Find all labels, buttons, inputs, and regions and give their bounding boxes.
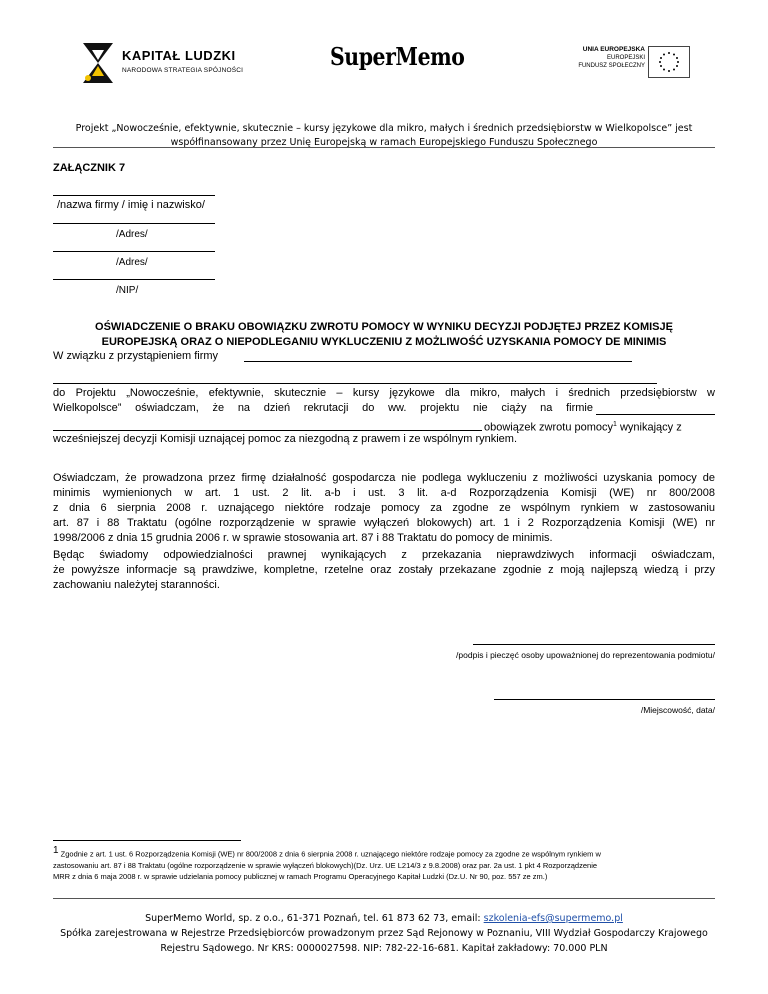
p2-line1: Oświadczam, że prowadzona przez firmę działalność gospodarcza nie podlega wykluczeniu z możliwości uzyskania pomocy de: [53, 472, 715, 484]
footnote-line3: MRR z dnia 6 maja 2008 r. w sprawie udzielania pomocy publicznej w ramach Programu Operacyjnego Kapitał Ludzki (Dz.U. Nr 90, poz. 557 ze zm.): [53, 871, 548, 881]
firm-name-line-2[interactable]: [53, 383, 657, 384]
p1-line4: Wielkopolsce” oświadczam, że na dzień rekrutacji do ww. projektu nie ciąży na firmie: [53, 402, 593, 414]
footnote-ref: 1: [613, 421, 617, 428]
p2-line4: art. 87 i 88 Traktatu (ogólne rozporządzenie w sprawie wyłączeń blokowych) art. 1 i 2 Rozporządzenia Komisji (WE) nr: [53, 517, 715, 529]
address1-line[interactable]: [53, 223, 215, 224]
place-date-label: /Miejscowość, data/: [640, 705, 715, 715]
paragraph-2: [53, 471, 715, 546]
nip-line[interactable]: [53, 279, 215, 280]
nip-label: /NIP/: [116, 285, 139, 296]
kapital-ludzki-emblem-icon: [78, 38, 118, 88]
header-divider: [53, 147, 715, 148]
footnote-mark: 1: [53, 845, 59, 856]
p1-line5: [484, 417, 715, 436]
eu-line1: UNIA EUROPEJSKA: [582, 46, 645, 53]
footnote-line2: zastosowaniu art. 87 i 88 Traktatu (ogólne rozporządzenie w sprawie wyłączeń blokowych)(Dz. Urz. UE L214/3 z 9.8.2008) oraz par. 2a ust. 1 pkt 4 Rozporządzenie: [53, 860, 598, 870]
footnote-line1: Zgodnie z art. 1 ust. 6 Rozporządzenia Komisji (WE) nr 800/2008 z dnia 6 sierpnia 2008 r. uznającego niektóre rodzaje pomocy za zgodne ze wspólnym rynkiem w: [60, 849, 601, 859]
kapital-ludzki-subtitle: NARODOWA STRATEGIA SPÓJNOŚCI: [122, 67, 244, 74]
eu-text: [578, 46, 645, 70]
address2-label: /Adres/: [116, 257, 148, 268]
signature-line[interactable]: [473, 644, 715, 645]
kapital-ludzki-title: KAPITAŁ LUDZKI: [122, 48, 236, 63]
footnote-separator: [53, 840, 241, 841]
p1-line5a: obowiązek zwrotu pomocy: [484, 421, 614, 434]
eu-flag-icon: [648, 46, 690, 78]
p1-line1: W związku z przystąpieniem firmy: [53, 350, 219, 362]
footnote: [53, 845, 715, 882]
supermemo-logo: SuperMemo: [330, 42, 465, 71]
place-date-line[interactable]: [494, 699, 715, 700]
address2-line[interactable]: [53, 251, 215, 252]
heading-line1: OŚWIADCZENIE O BRAKU OBOWIĄZKU ZWROTU POMOCY W WYNIKU DECYZJI PODJĘTEJ PRZEZ KOMISJĘ: [95, 321, 673, 333]
eu-logo: [560, 46, 700, 82]
p1-line5b: wynikający z: [616, 421, 682, 434]
p2-line5: 1998/2006 z dnia 15 grudnia 2006 r. w sprawie stosowania art. 87 i 88 Traktatu do pomocy de minimis.: [53, 532, 553, 544]
footer-line1: [40, 911, 728, 926]
p1-line6: wcześniejszej decyzji Komisji uznającej pomoc za niezgodną z prawem i ze wspólnym rynkiem.: [53, 433, 518, 445]
address1-label: /Adres/: [116, 229, 148, 240]
p3-line2: że powyższe informacje są prawdziwe, kompletne, rzetelne oraz zostały przekazane zgodnie z moją najlepszą wiedzą i przy: [53, 564, 715, 576]
p3-line1: Będąc świadomy odpowiedzialności prawnej wynikających z przekazania nieprawdziwych informacji oświadczam,: [53, 549, 715, 561]
footer-email-link[interactable]: szkolenia-efs@supermemo.pl: [483, 913, 623, 924]
eu-line2: EUROPEJSKI: [606, 55, 645, 61]
p2-line3: z dnia 6 sierpnia 2008 r. uznającego niektóre rodzaje pomocy za zgodne ze wspólnym rynkiem w zastosowaniu: [53, 502, 715, 514]
footer-line3: Rejestru Sądowego. Nr KRS: 0000027598. NIP: 782-22-16-681. Kapitał zakładowy: 70.000 PLN: [160, 943, 608, 954]
firm-line-inline[interactable]: [596, 414, 715, 415]
project-line2: współfinansowany przez Unię Europejską w ramach Europejskiego Funduszu Społecznego: [170, 137, 598, 148]
footer-company: SuperMemo World, sp. z o.o., 61-371 Poznań, tel. 61 873 62 73, email:: [145, 913, 484, 924]
firm-line-continued[interactable]: [53, 430, 482, 431]
firm-name-line[interactable]: [244, 361, 632, 362]
company-name-label: /nazwa firmy / imię i nazwisko/: [57, 199, 205, 211]
signature-label: /podpis i pieczęć osoby upoważnionej do reprezentowania podmiotu/: [456, 650, 715, 660]
eu-line3: FUNDUSZ SPOŁECZNY: [578, 63, 645, 69]
p3-line3: zachowaniu należytej staranności.: [53, 579, 220, 591]
p2-line2: minimis wymienionych w art. 1 ust. 2 lit. a-b i ust. 3 lit. a-d Rozporządzenia Komisji (WE) nr 800/2008: [53, 487, 715, 499]
statement-heading: [53, 320, 715, 350]
footer-line2: Spółka zarejestrowana w Rejestrze Przedsiębiorców prowadzonym przez Sąd Rejonowy w Poznaniu, VIII Wydział Gospodarczy Krajowego: [60, 928, 708, 939]
annex-title: ZAŁĄCZNIK 7: [53, 162, 126, 174]
footer-divider: [53, 898, 715, 899]
project-line1: Projekt „Nowocześnie, efektywnie, skutecznie – kursy językowe dla mikro, małych i średnich przedsiębiorstw w Wielkopolsce” jest: [75, 123, 693, 134]
project-info: [40, 122, 728, 150]
company-name-line[interactable]: [53, 195, 215, 196]
heading-line2: EUROPEJSKĄ ORAZ O NIEPODLEGANIU WYKLUCZENIU Z MOŻLIWOŚĆ UZYSKANIA POMOCY DE MINIMIS: [101, 336, 667, 348]
paragraph-3: [53, 548, 715, 593]
kapital-ludzki-logo: [78, 38, 258, 88]
p1-line3: do Projektu „Nowocześnie, efektywnie, skutecznie – kursy językowe dla mikro, małych i średnich przedsiębiorstw w: [53, 387, 715, 399]
footer: [40, 911, 728, 956]
